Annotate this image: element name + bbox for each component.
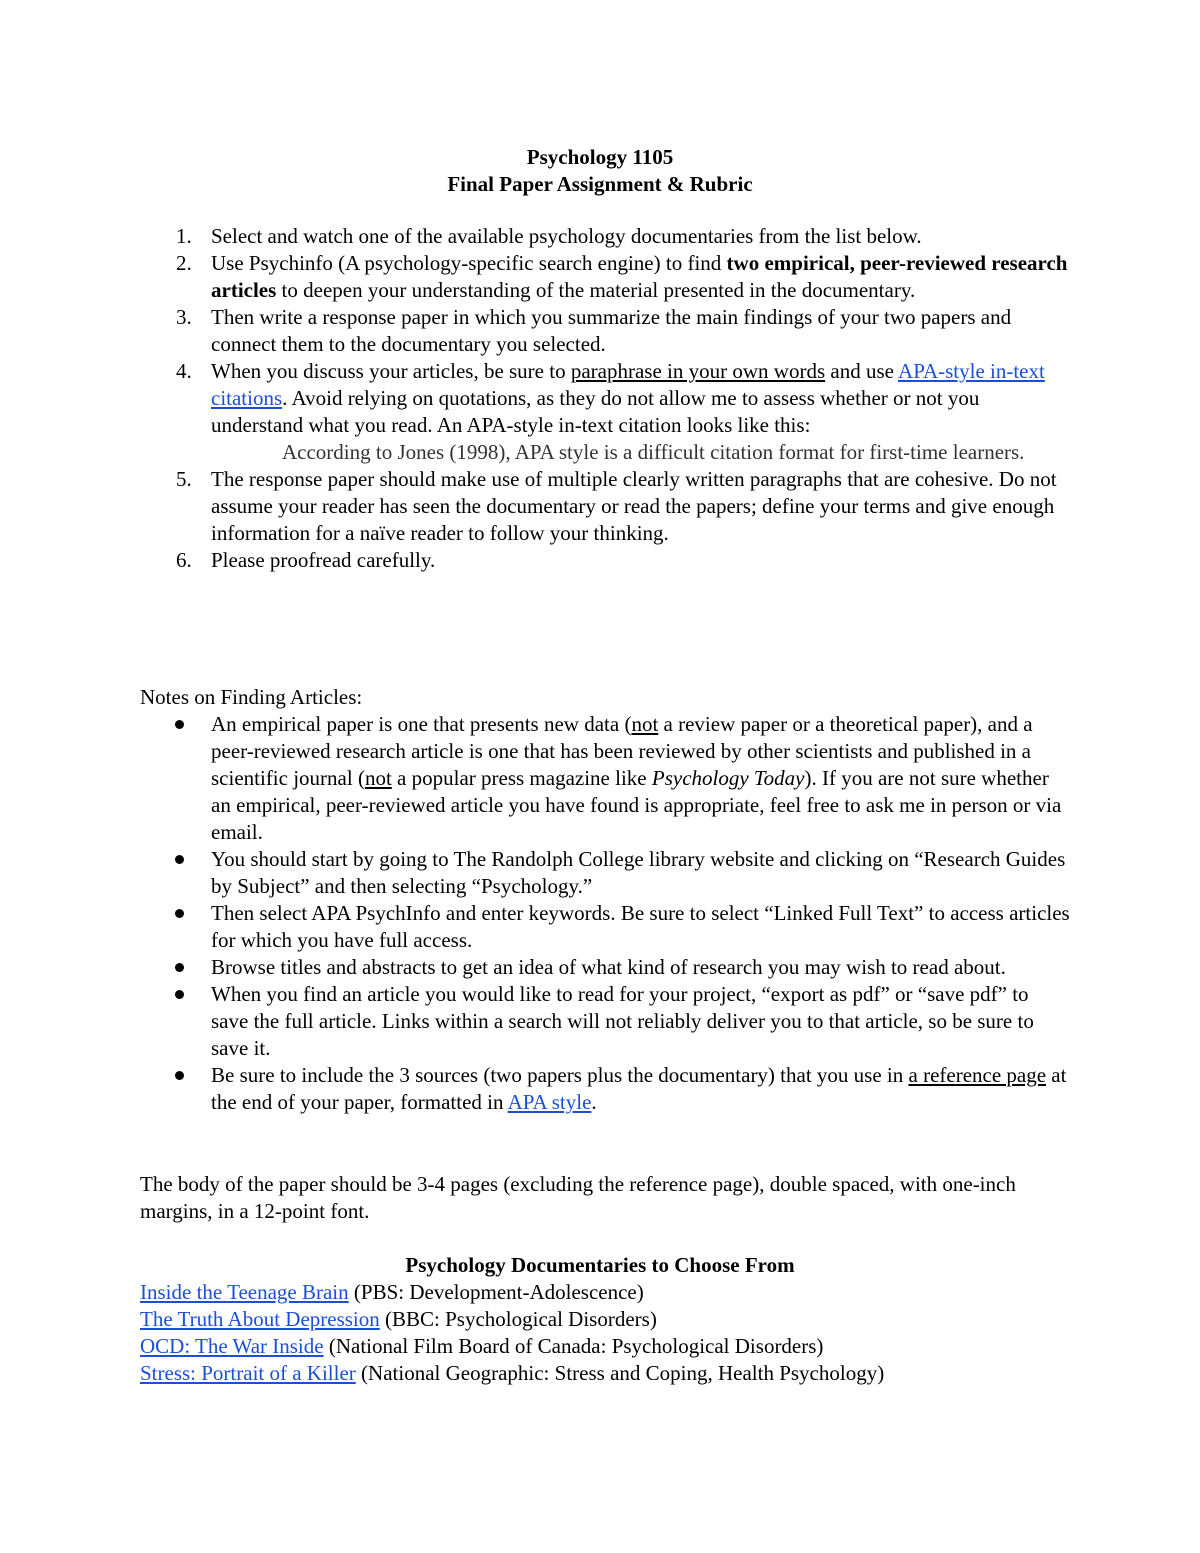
item-text: Please proofread carefully. bbox=[211, 548, 436, 572]
documentary-item bbox=[140, 1360, 1100, 1387]
item-text: and use bbox=[825, 359, 899, 383]
apa-citations-link[interactable]: APA-style in-text citations bbox=[211, 359, 1045, 410]
documentary-item bbox=[140, 1279, 1100, 1306]
item-text: to deepen your understanding of the material presented in the documentary. bbox=[276, 278, 916, 302]
note-item-3 bbox=[140, 900, 1070, 954]
bold-emphasis: two empirical, peer-reviewed research articles bbox=[211, 251, 1068, 302]
instruction-item-2 bbox=[140, 250, 1070, 304]
item-number: 3. bbox=[176, 305, 192, 329]
item-text: The response paper should make use of multiple clearly written paragraphs that are cohesive. Do not assume your reader has seen the documentary or read the papers; define your terms and give enough information for a naïve reader to follow your thinking. bbox=[211, 467, 1057, 545]
documentary-desc: (BBC: Psychological Disorders) bbox=[379, 1307, 657, 1331]
length-requirements: The body of the paper should be 3-4 pages (excluding the reference page), double spaced, with one-inch margins, in a 12-point font. bbox=[140, 1172, 1016, 1223]
instruction-item-4 bbox=[140, 358, 1070, 466]
note-item-4 bbox=[140, 954, 1070, 981]
documentary-link-ocd[interactable]: OCD: The War Inside bbox=[140, 1334, 324, 1358]
assignment-title: Final Paper Assignment & Rubric bbox=[447, 172, 753, 196]
underlined-emphasis: not bbox=[364, 766, 392, 790]
documentary-link-depression[interactable]: The Truth About Depression bbox=[140, 1307, 380, 1331]
citation-example: According to Jones (1998), APA style is a difficult citation format for first-time learners. bbox=[282, 440, 1025, 464]
note-text: a popular press magazine like bbox=[391, 766, 652, 790]
note-text: You should start by going to The Randolph College library website and clicking on “Research Guides by Subject” and then selecting “Psychology.” bbox=[211, 847, 1066, 898]
note-item-5 bbox=[140, 981, 1070, 1062]
documentary-desc: (National Film Board of Canada: Psychological Disorders) bbox=[323, 1334, 824, 1358]
note-text: Browse titles and abstracts to get an idea of what kind of research you may wish to read about. bbox=[211, 955, 1006, 979]
underlined-emphasis: paraphrase in your own words bbox=[570, 359, 826, 383]
item-text: Select and watch one of the available psychology documentaries from the list below. bbox=[211, 224, 922, 248]
documentary-link-teenage-brain[interactable]: Inside the Teenage Brain bbox=[140, 1280, 349, 1304]
note-text: at the end of your paper, formatted in bbox=[211, 1063, 1067, 1114]
note-text: When you find an article you would like to read for your project, “export as pdf” or “save pdf” to save the full article. Links within a search will not reliably deliver you to that article, so be sure to save it. bbox=[211, 982, 1034, 1060]
note-item-1 bbox=[140, 711, 1070, 846]
italic-title: Psychology Today bbox=[651, 766, 805, 790]
note-text: Then select APA PsychInfo and enter keywords. Be sure to select “Linked Full Text” to access articles for which you have full access. bbox=[211, 901, 1070, 952]
item-text: . Avoid relying on quotations, as they do not allow me to assess whether or not you understand what you read. An APA-style in-text citation looks like this: bbox=[211, 386, 980, 437]
instruction-item-5 bbox=[140, 466, 1070, 547]
bullet-icon bbox=[175, 855, 184, 864]
note-text: ). If you are not sure whether an empirical, peer-reviewed article you have found is appropriate, feel free to ask me in person or via email. bbox=[211, 766, 1062, 844]
note-item-6 bbox=[140, 1062, 1070, 1116]
bullet-icon bbox=[175, 720, 184, 729]
bullet-icon bbox=[175, 1071, 184, 1080]
underlined-emphasis: not bbox=[631, 712, 659, 736]
notes-list bbox=[140, 711, 1070, 1116]
note-item-2 bbox=[140, 846, 1070, 900]
documentaries-list bbox=[140, 1279, 1100, 1387]
item-number: 6. bbox=[176, 548, 192, 572]
note-text: a review paper or a theoretical paper), and a peer-reviewed research article is one that has been reviewed by other scientists and published in a scientific journal ( bbox=[211, 712, 1033, 790]
item-number: 5. bbox=[176, 467, 192, 491]
notes-heading: Notes on Finding Articles: bbox=[140, 685, 363, 709]
course-title: Psychology 1105 bbox=[526, 145, 674, 169]
item-text: Use Psychinfo (A psychology-specific search engine) to find bbox=[211, 251, 727, 275]
documentary-item bbox=[140, 1333, 1100, 1360]
bullet-icon bbox=[175, 909, 184, 918]
item-number: 1. bbox=[176, 224, 192, 248]
instruction-item-3 bbox=[140, 304, 1070, 358]
bullet-icon bbox=[175, 990, 184, 999]
item-number: 2. bbox=[176, 251, 192, 275]
instruction-item-1 bbox=[140, 223, 1070, 250]
documentaries-heading: Psychology Documentaries to Choose From bbox=[405, 1253, 795, 1277]
note-text: Be sure to include the 3 sources (two papers plus the documentary) that you use in bbox=[211, 1063, 909, 1087]
item-text: When you discuss your articles, be sure to bbox=[211, 359, 571, 383]
apa-style-link[interactable]: APA style bbox=[507, 1090, 592, 1114]
note-text: An empirical paper is one that presents new data ( bbox=[211, 712, 632, 736]
item-number: 4. bbox=[176, 359, 192, 383]
documentary-link-stress[interactable]: Stress: Portrait of a Killer bbox=[140, 1361, 356, 1385]
documentary-item bbox=[140, 1306, 1100, 1333]
item-text: Then write a response paper in which you summarize the main findings of your two papers and connect them to the documentary you selected. bbox=[211, 305, 1012, 356]
documentary-desc: (National Geographic: Stress and Coping, Health Psychology) bbox=[355, 1361, 885, 1385]
reference-page-link[interactable]: a reference page bbox=[908, 1063, 1047, 1087]
instruction-item-6 bbox=[140, 547, 1070, 574]
note-text: . bbox=[591, 1090, 597, 1114]
documentary-desc: (PBS: Development-Adolescence) bbox=[348, 1280, 644, 1304]
bullet-icon bbox=[175, 963, 184, 972]
instructions-list bbox=[140, 223, 1070, 574]
